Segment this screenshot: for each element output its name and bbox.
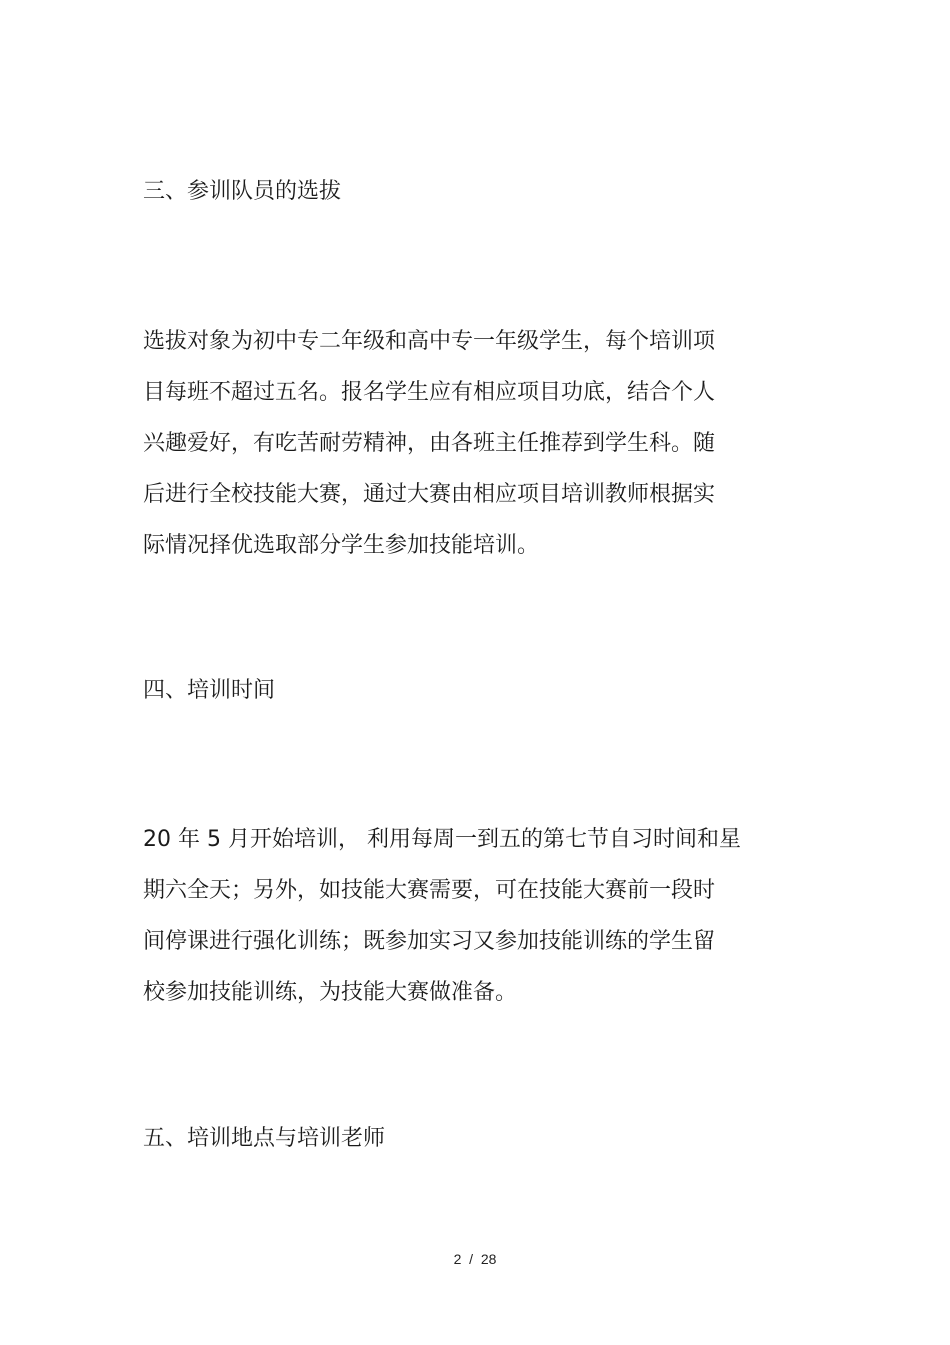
section-heading-4: 四、培训时间 bbox=[143, 678, 276, 703]
paragraph-line: 间停课进行强化训练；既参加实习又参加技能训练的学生留 bbox=[143, 929, 716, 954]
section-paragraph-3 bbox=[143, 316, 715, 571]
section-heading-5: 五、培训地点与培训老师 bbox=[143, 1126, 386, 1151]
current-page: 2 bbox=[453, 1251, 462, 1267]
paragraph-line: 选拔对象为初中专二年级和高中专一年级学生，每个培训项 bbox=[143, 329, 716, 354]
paragraph-line: 20 年 5 月开始培训， 利用每周一到五的第七节自习时间和星 bbox=[143, 827, 741, 852]
paragraph-line: 后进行全校技能大赛，通过大赛由相应项目培训教师根据实 bbox=[143, 482, 716, 507]
page-separator: / bbox=[469, 1251, 474, 1267]
paragraph-line: 期六全天；另外，如技能大赛需要，可在技能大赛前一段时 bbox=[143, 878, 716, 903]
page-number bbox=[0, 1249, 950, 1269]
paragraph-line: 际情况择优选取部分学生参加技能培训。 bbox=[143, 533, 540, 558]
paragraph-line: 目每班不超过五名。报名学生应有相应项目功底，结合个人 bbox=[143, 380, 716, 405]
paragraph-line: 校参加技能训练，为技能大赛做准备。 bbox=[143, 980, 518, 1005]
paragraph-line: 兴趣爱好，有吃苦耐劳精神，由各班主任推荐到学生科。随 bbox=[143, 431, 716, 456]
total-pages: 28 bbox=[480, 1251, 497, 1267]
section-paragraph-4 bbox=[143, 814, 741, 1018]
section-heading-3: 三、参训队员的选拔 bbox=[143, 179, 342, 204]
